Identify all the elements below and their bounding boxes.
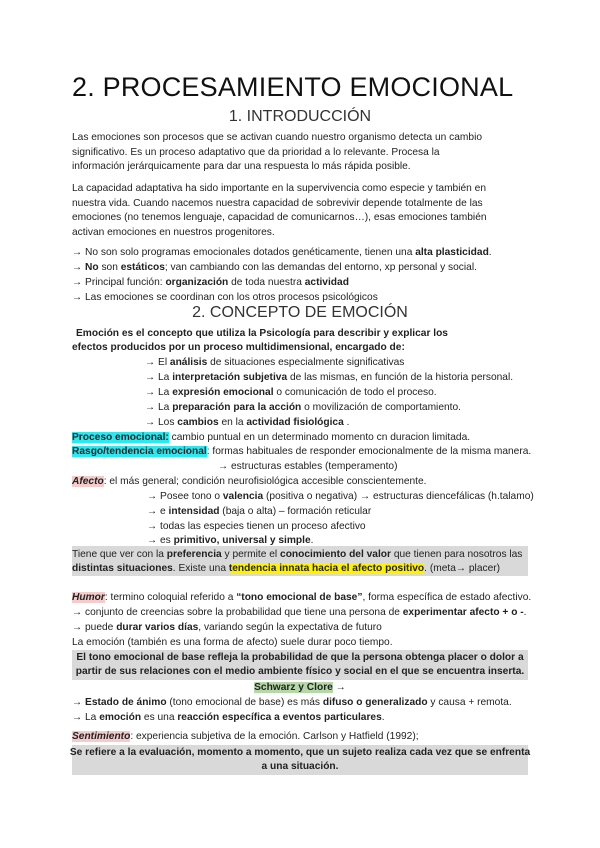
- text-line: información jerárquicamente para dar una respuesta lo más rápida posible.: [72, 161, 411, 172]
- intro-bullet-3: → Principal función: organización de toda nuestra actividad: [72, 277, 349, 288]
- rasgo-emocional-line: Rasgo/tendencia emocional: formas habituales de responder emocionalmente de la misma manera.: [72, 446, 532, 457]
- humor-item-2: → puede durar varios días, variando según la expectativa de futuro: [72, 622, 382, 633]
- text-line: Las emociones son procesos que se activan cuando nuestro organismo detecta un cambio: [72, 132, 483, 143]
- sentimiento-def-line-1: Se refiere a la evaluación, momento a momento, que un sujeto realiza cada vez que se enfrenta: [69, 747, 531, 758]
- sentimiento-label: Sentimiento: [72, 731, 131, 742]
- sentimiento-line: Sentimiento: experiencia subjetiva de la emoción. Carlson y Hatfield (1992);: [72, 731, 419, 742]
- definition-line-2: efectos producidos por un proceso multidimensional, encargado de:: [72, 342, 405, 353]
- emocion-line: → La emoción es una reacción específica a eventos particulares.: [72, 712, 385, 723]
- schwarz-clore-line: Schwarz y Clore →: [254, 682, 346, 693]
- afecto-item-4: → es primitivo, universal y simple.: [147, 535, 314, 546]
- text-line: activan emociones en nuestros progenitores.: [72, 226, 275, 238]
- afecto-item-1: → Posee tono o valencia (positiva o negativa) → estructuras diencefálicas (h.talamo): [147, 491, 534, 502]
- humor-line: Humor: termino coloquial referido a “tono emocional de base”, forma específica de estado afectivo.: [72, 592, 532, 603]
- afecto-label: Afecto: [72, 476, 104, 487]
- tono-line-2: partir de sus relaciones con el medio ambiente físico y social en el que se encuentra inserta.: [75, 666, 525, 677]
- proceso-emocional-line: Proceso emocional: cambio puntual en un determinado momento cn duracion limitada.: [72, 432, 471, 443]
- afecto-line: Afecto: el más general; condición neurofisiológica accesible conscientemente.: [72, 476, 427, 487]
- text-line: significativo. Es un proceso adaptativo que da prioridad a lo relevante. Procesa la: [72, 146, 440, 158]
- page-title: 2. PROCESAMIENTO EMOCIONAL: [72, 72, 514, 102]
- definition-line-1: Emoción es el concepto que utiliza la Psicología para describir y explicar los: [76, 328, 448, 339]
- text-line: La capacidad adaptativa ha sido importante en la supervivencia como especie y también en: [72, 183, 486, 194]
- rasgo-emocional-label: Rasgo/tendencia emocional: [72, 446, 207, 457]
- intro-paragraph-2: [72, 182, 487, 240]
- text-line: nuestra vida. Cuando nacemos nuestra capacidad de sobrevivir depende totalmente de las: [72, 197, 483, 209]
- sentimiento-def-line-2: a una situación.: [261, 761, 339, 772]
- afecto-item-3: → todas las especies tienen un proceso afectivo: [147, 521, 366, 532]
- preferencia-line-2: distintas situaciones. Existe una tendencia innata hacia el afecto positivo. (meta→ placer): [72, 563, 501, 574]
- proceso-emocional-label: Proceso emocional:: [72, 432, 169, 443]
- section-heading-introduccion: 1. INTRODUCCIÓN: [228, 108, 372, 125]
- intro-paragraph-1: [72, 131, 482, 175]
- function-item-2: → La interpretación subjetiva de las mismas, en función de la historia personal.: [145, 372, 514, 383]
- estado-animo-line: → Estado de ánimo (tono emocional de base) es más difuso o generalizado y causa + remota.: [72, 697, 512, 708]
- function-item-4: → La preparación para la acción o movilización de comportamiento.: [145, 402, 461, 413]
- humor-label: Humor: [72, 592, 105, 603]
- tono-line-1: El tono emocional de base refleja la probabilidad de que la persona obtenga placer o dolor a: [76, 652, 524, 663]
- text-line: emociones (no tenemos lenguaje, capacidad de comunicarnos…), esas emociones también: [72, 212, 487, 223]
- function-item-5: → Los cambios en la actividad fisiológica .: [145, 417, 350, 428]
- intro-bullet-4: → Las emociones se coordinan con los otros procesos psicológicos: [72, 292, 378, 303]
- rasgo-sub-line: → estructuras estables (temperamento): [218, 461, 398, 472]
- function-item-3: → La expresión emocional o comunicación de todo el proceso.: [145, 387, 437, 398]
- function-item-1: → El análisis de situaciones especialmente significativas: [145, 357, 405, 368]
- afecto-item-2: → e intensidad (baja o alta) – formación reticular: [147, 506, 372, 517]
- section-heading-concepto: 2. CONCEPTO DE EMOCIÓN: [192, 304, 408, 321]
- humor-item-1: → conjunto de creencias sobre la probabilidad que tiene una persona de experimentar afecto + o -.: [72, 607, 527, 618]
- intro-bullet-1: → No son solo programas emocionales dotados genéticamente, tienen una alta plasticidad.: [72, 247, 492, 258]
- schwarz-clore-label: Schwarz y Clore: [254, 682, 333, 693]
- preferencia-line-1: Tiene que ver con la preferencia y permite el conocimiento del valor que tienen para nosotros las: [72, 549, 523, 560]
- emocion-duracion-line: La emoción (también es una forma de afecto) suele durar poco tiempo.: [72, 637, 393, 648]
- intro-bullet-2: → No son estáticos; van cambiando con las demandas del entorno, xp personal y social.: [72, 262, 477, 273]
